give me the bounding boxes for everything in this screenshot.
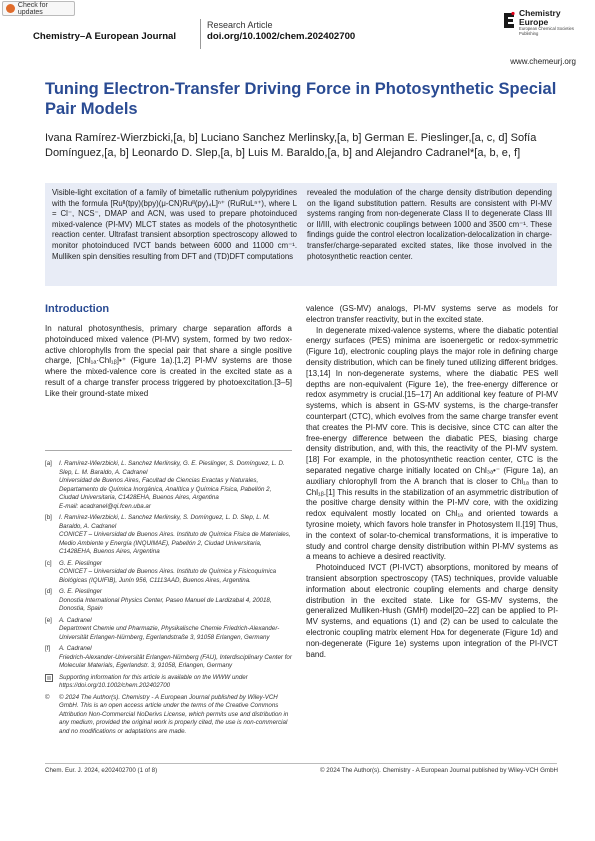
body-column-left [45, 324, 292, 400]
footnote-text: I. Ramírez-Wierzbicki, L. Sanchez Merlinsky, G. E. Pieslinger, S. Domínguez, L. D. Slep, L. M. Baraldo, A. Cadranel Universidad de Buenos Aires, Facultad de Ciencias Exactas y Naturales, Departamento de Química Inorgánica, Analítica y Química Física, Pabellón 2, Ciudad Universitaria, C1428EHA, Buenos Aires, Argentina E-mail: acadranel@qi.fcen.uba.ar [59, 460, 285, 510]
footer-divider [45, 763, 557, 764]
footnote-b [45, 514, 292, 557]
footnote-tag: [b] [45, 514, 52, 521]
footnote-a [45, 460, 292, 511]
footnote-tag: [f] [45, 645, 51, 652]
footnote-tag: [a] [45, 460, 52, 467]
footnote-text: G. E. Pieslinger CONICET – Universidad de Buenos Aires. Instituto de Química y Fisicoquímica Biológicas (IQUIFIB), Junín 956, C1113AAD, Buenos Aires, Argentina. [59, 559, 277, 584]
intro-paragraph-1: In natural photosynthesis, primary charge separation affords a photoinduced mixed valence (PI-MV) system, formed by two redox-active chlorophylls from the special pair that share a single positive charge, [Chl₁ₐ·Chl₁ᵦ]•⁺ (Figure 1a).[1,2] PI-MV systems are those where the mixed-valence core is created in the excited state as a result of a charge transfer process triggered by photoexcitation.[3–5] Like their ground-state mixed [45, 324, 292, 398]
footnote-d [45, 588, 292, 614]
chemistry-europe-logo-icon [502, 11, 516, 29]
footer-citation: Chem. Eur. J. 2024, e202402700 (1 of 8) [45, 767, 158, 774]
supporting-information-text: Supporting information for this article is available on the WWW under https://doi.org/10.1002/chem.202402700 [59, 673, 248, 689]
footnote-supporting-info [45, 674, 292, 691]
article-type: Research Article [207, 20, 273, 30]
footnote-divider [45, 450, 292, 451]
journal-website-link[interactable]: www.chemeurj.org [510, 57, 576, 66]
footnote-e [45, 617, 292, 643]
license-text: © 2024 The Author(s). Chemistry - A European Journal published by Wiley-VCH GmbH. This is an open access article under the terms of the Creative Commons Attribution Non-Commercial NoDerivs License, which permits use and distribution in any medium, provided the original work is properly cited, the use is non-commercial and no modifications or adaptations are made. [59, 693, 289, 735]
footnote-text: G. E. Pieslinger Donostia International Physics Center, Paseo Manuel de Lardizabal 4, 20018, Donostia, Spain [59, 588, 272, 612]
section-heading-introduction: Introduction [45, 303, 110, 315]
body-column-right [306, 304, 558, 660]
check-updates-label: Check for updates [17, 1, 48, 16]
intro-paragraph-4: Photoinduced IVCT (PI-IVCT) absorptions, monitored by means of transient absorption spectroscopy (TAS) techniques, provide valuable information about electronic coupling elements and charge density distribution in the excited state. Like for GS-MV systems, the generalized Mulliken-Hush (GMH) model[20–22] can be applied to PI-MV systems, and equations (1) and (2) can be used to calculate the electronic coupling matrix element Hᴅᴀ for degenerate (Figure 1d) and non-degenerate (Figure 1e) systems upon integration of the PI-IVCT band. [306, 563, 558, 659]
article-title: Tuning Electron-Transfer Driving Force in Photosynthetic Special Pair Models [45, 80, 557, 118]
header-divider [200, 19, 201, 49]
footnote-c [45, 560, 292, 586]
intro-paragraph-3: In degenerate mixed-valence systems, where the diabatic potential energy surfaces (PES) minima are isoenergetic or redox-symmetric (Figure 1d), electronic coupling plays the major role in defining charge density distribution, which can be finely tuned utilizing different bridges.[13,14] In non-degenerate systems, where the diabatic PES well depths are non-equivalent (Figure 1e), the free-energy difference or redox asymmetry is crucial.[15–17] An additional key feature of PI-MV systems, which is absent in GS-MV systems, is the charge-transfer counterpart (CTC), which evolves from the same charge transfer event that creates the PI-MV core. This is decisive, since CTC can alter the free-energy difference between the diabatic PES, biasing charge density distribution, and, with this, the reactivity of the PI-MV system.[18] For example, in the photosynthetic reaction center, CTC is the separated negative charge initially located on Chl₃ₐ•⁻ (Figure 1a), an auxiliary chlorophyll from the A branch that is closer to Chl₁ₐ than to Chl₁ᵦ.[1] This results in the stabilization of an asymmetric distribution of the positive charge density within the PI-MV core, with the oxidizing redox equivalent mostly located on Chl₁ₐ and oriented towards a tyrosine moiety, which favors hole transfer in Photosystem II.[19] Thus, in the context of solar-to-chemical transformations, it is imperative to study and control charge density distribution within PI-MV systems as a means to achieve a desired reactivity. [306, 325, 558, 562]
update-icon [6, 4, 15, 13]
logo-line1: Chemistry [519, 8, 561, 18]
logo-subtitle: European Chemical Societies Publishing [519, 26, 574, 36]
footnote-tag: [e] [45, 616, 52, 624]
abstract-column-2: revealed the modulation of the charge density distribution depending on the ligand substitution pattern. Results are consistent with PI-MV systems ranging from non-degenerate Class II to degenerate Class III or II/III, with electronic couplings between 1000 and 3500 cm⁻¹. These findings guide the control electron localization-delocalization in charge-transfer/charge-separated excited states, like those involved in the photosynthetic reaction center. [307, 188, 552, 261]
footnote-text: A. Cadranel Friedrich-Alexander-Universität Erlangen-Nürnberg (FAU), Interdisciplinary Center for Molecular Materials, Egerlandstr. 3, 91058, Erlangen, Germany [59, 645, 292, 669]
journal-name: Chemistry–A European Journal [33, 31, 177, 42]
abstract [45, 183, 557, 286]
footnote-f [45, 645, 292, 671]
copyright-icon: © [45, 693, 50, 701]
supporting-information-icon [45, 674, 53, 682]
footnote-text: A. Cadranel Department Chemie und Pharmazie, Physikalische Chemie Friedrich-Alexander-Universität Erlangen-Nürnberg, Egerlandstraße 3, 91058 Erlangen, Germany [59, 616, 280, 641]
footnote-copyright [45, 694, 292, 737]
logo-line2: Europe [519, 17, 549, 27]
doi-link[interactable]: doi.org/10.1002/chem.202402700 [207, 31, 356, 42]
affiliation-footnotes [45, 460, 292, 739]
footnote-tag: [c] [45, 559, 52, 567]
chemistry-europe-logo [502, 9, 572, 49]
footer-copyright: © 2024 The Author(s). Chemistry - A European Journal published by Wiley-VCH GmbH [320, 767, 558, 774]
intro-paragraph-2: valence (GS-MV) analogs, PI-MV systems serve as models for electron transfer reactivity, but in the excited state. [306, 304, 558, 324]
footnote-text: I. Ramírez-Wierzbicki, L. Sanchez Merlinsky, S. Domínguez, L. D. Slep, L. M. Baraldo, A. Cadranel CONICET – Universidad de Buenos Aires. Instituto de Química Física de Materiales, Medio Ambiente y Energía (INQUIMAE), Pabellón 2, Ciudad Universitaria, C1428EHA, Buenos Aires, Argentina [59, 514, 291, 555]
footnote-tag: [d] [45, 588, 52, 595]
check-for-updates-button[interactable] [2, 1, 75, 16]
author-list: Ivana Ramírez-Wierzbicki,[a, b] Luciano Sanchez Merlinsky,[a, b] German E. Pieslinger,[a, c, d] Sofía Domínguez,[a, b] Leonardo D. Slep,[a, b] Luis M. Baraldo,[a, b] and Alejandro Cadranel*[a, b, e, f] [45, 132, 537, 159]
abstract-column-1: Visible-light excitation of a family of bimetallic ruthenium polypyridines with the formula [Ruᴵᴵ(tpy)(bpy)(μ-CN)Ruᴵᴵ(py)₄L]ⁿ⁺ (RuRuLⁿ⁺), where L = Cl⁻, NCS⁻, DMAP and ACN, was used to prepare photoinduced mixed-valence (PI-MV) MLCT states as models of the photosynthetic reaction center. Ultrafast transient absorption spectroscopy allowed to monitor photoinduced IVCT bands between 6000 and 11000 cm⁻¹. Mulliken spin densities resulting from DFT and (TD)DFT computations [52, 188, 297, 261]
